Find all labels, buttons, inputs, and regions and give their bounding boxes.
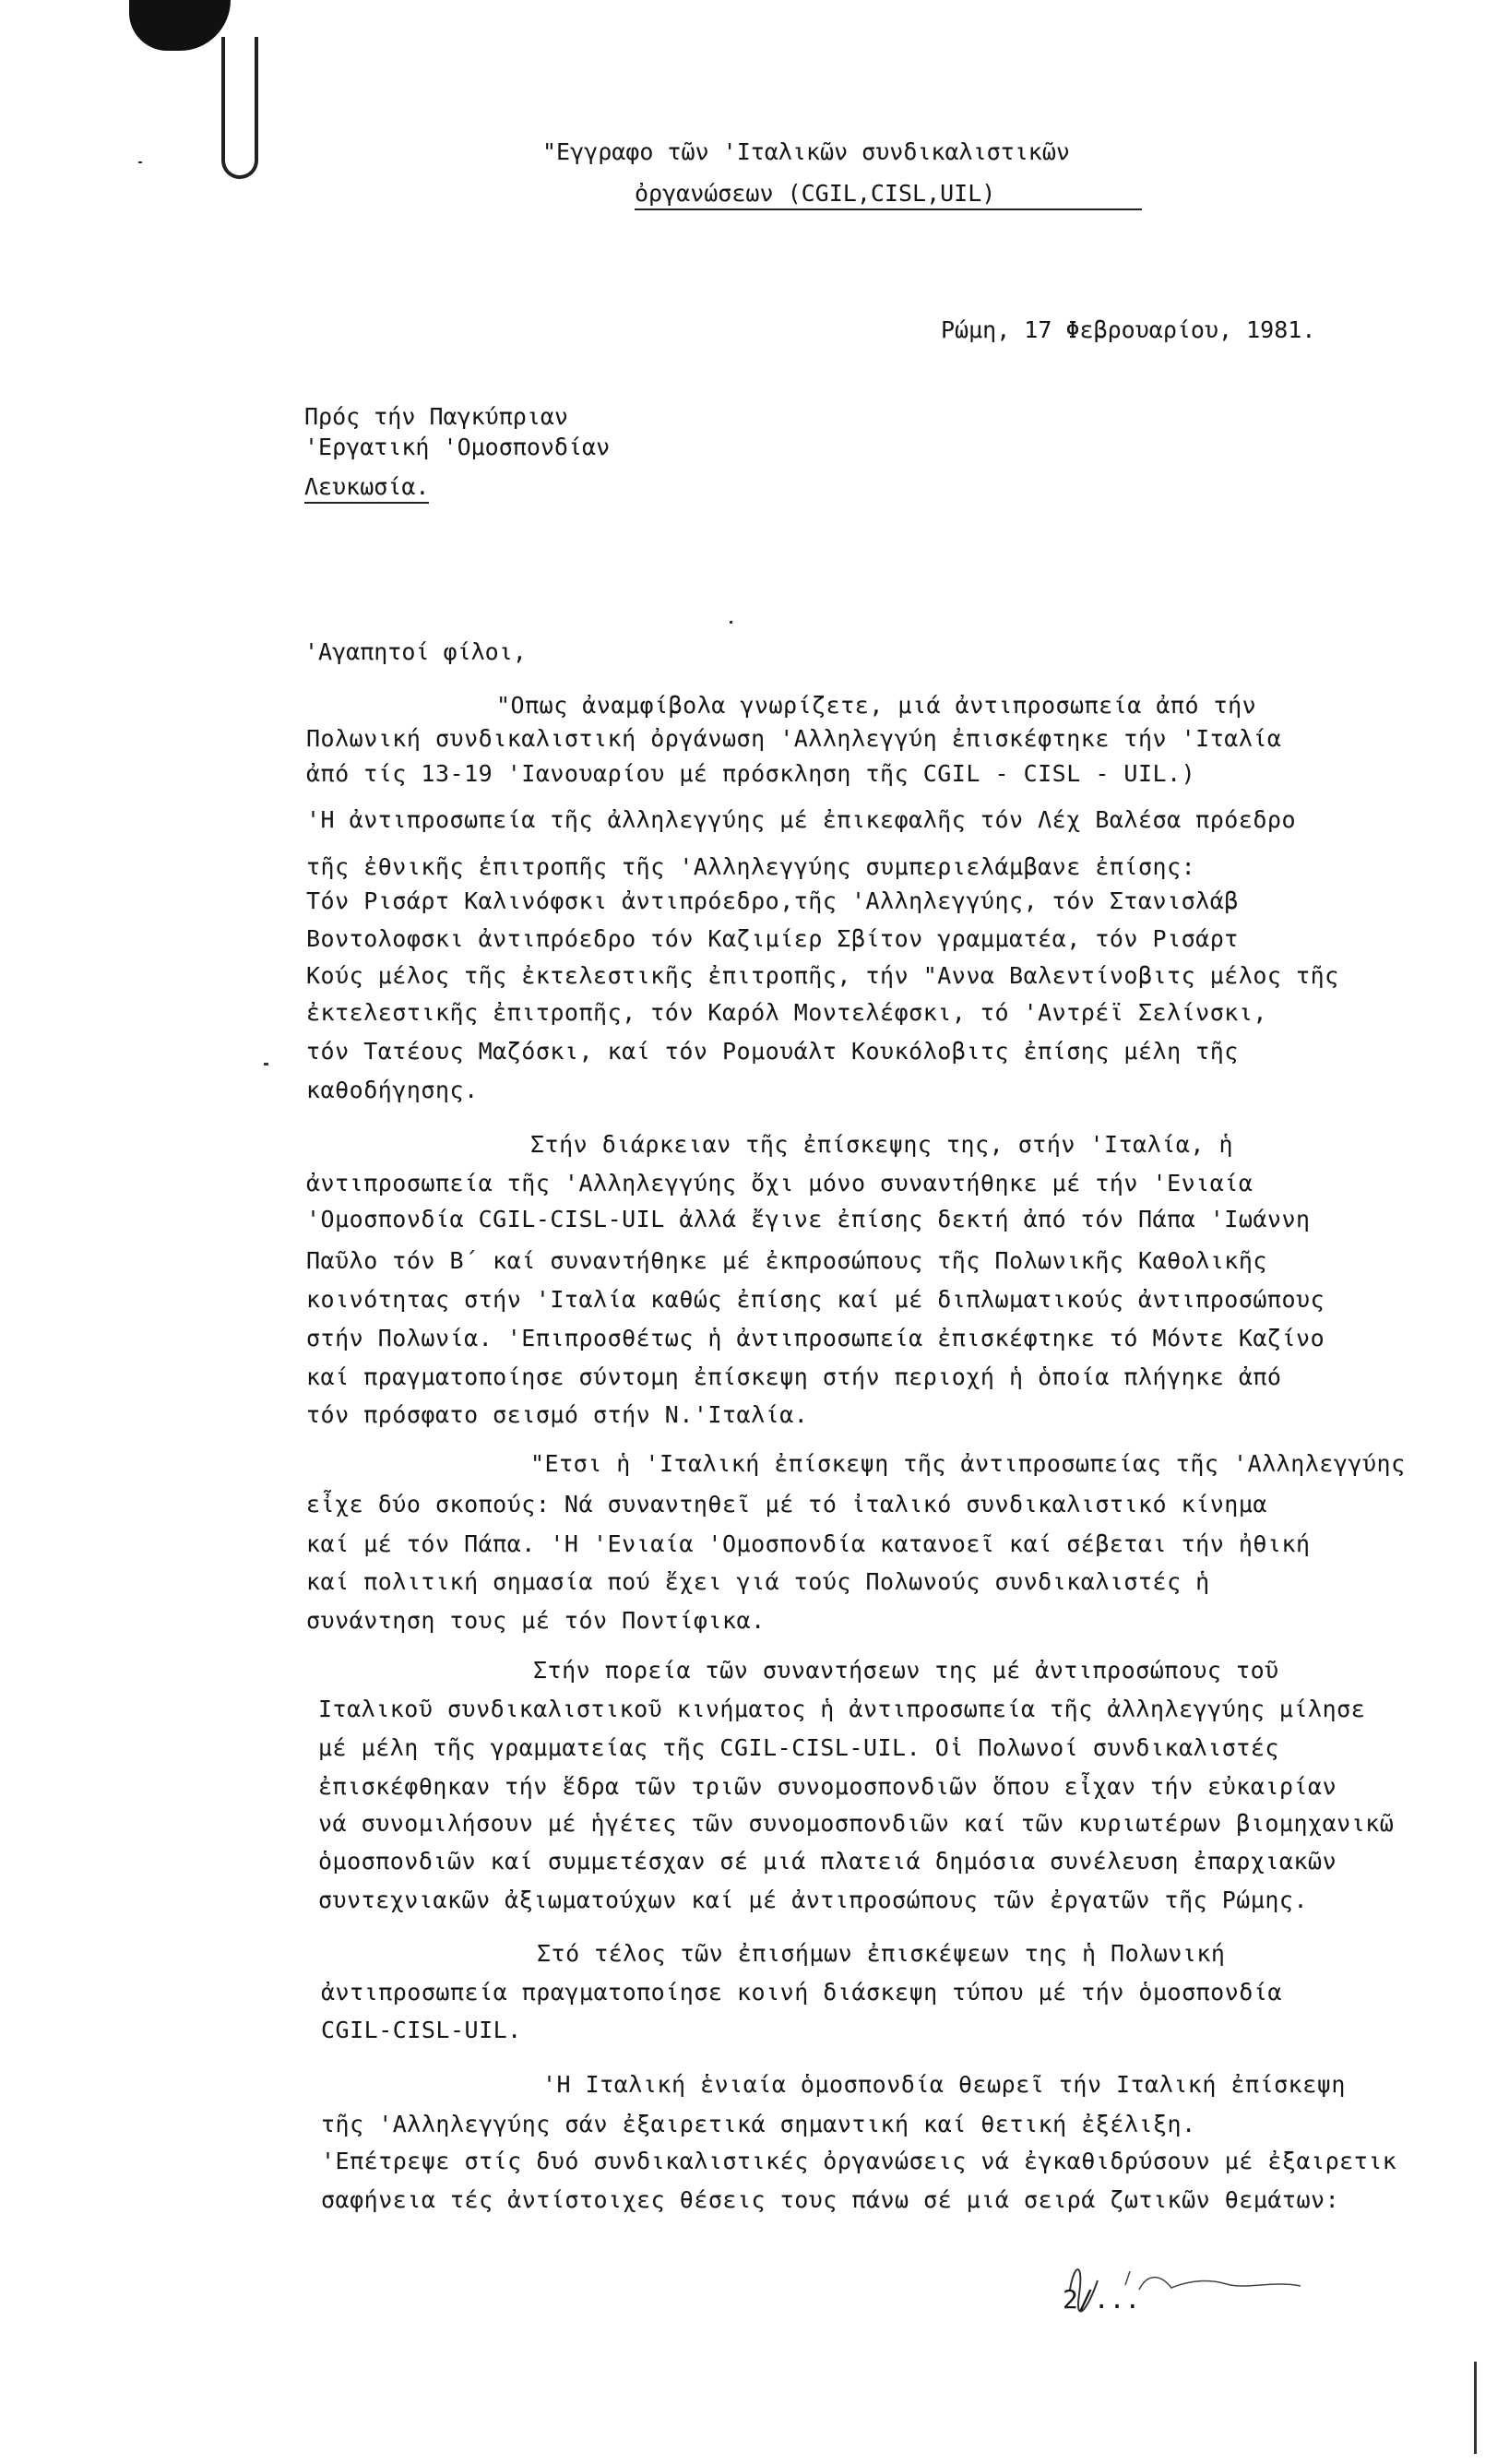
body-line: Στήν διάρκειαν τῆς ἐπίσκεψης της, στήν 'Ιταλία, ἡ xyxy=(530,1131,1234,1158)
recipient-line-1: Πρός τήν Παγκύπριαν xyxy=(304,403,568,430)
body-line: τόν Τατέους Μαζόσκι, καί τόν Ρομουάλτ Κουκόλοβιτς ἐπίσης μέλη τῆς xyxy=(306,1038,1239,1065)
document-title-line-1: "Εγγραφο τῶν 'Ιταλικῶν συνδικαλιστικῶν xyxy=(542,138,1070,165)
body-line: καί πολιτική σημασία πού ἔχει γιά τούς Πολωνούς συνδικαλιστές ἡ xyxy=(306,1568,1210,1595)
speck xyxy=(264,1063,268,1065)
body-line: 'Η ἀντιπροσωπεία τῆς ἀλληλεγγύης μέ ἐπικεφαλῆς τόν Λέχ Βαλέσα πρόεδρο xyxy=(306,806,1297,833)
body-line: Πολωνική συνδικαλιστική ὀργάνωση 'Αλληλεγγύη ἐπισκέφτηκε τήν 'Ιταλία xyxy=(306,725,1282,752)
body-line: σαφήνεια τές ἀντίστοιχες θέσεις τους πάνω σέ μιά σειρά ζωτικῶν θεμάτων: xyxy=(321,2186,1340,2213)
body-line: στήν Πολωνία. 'Επιπροσθέτως ἡ ἀντιπροσωπεία ἐπισκέφτηκε τό Μόντε Καζίνο xyxy=(306,1325,1325,1351)
body-line: Παῦλο τόν Β΄ καί συναντήθηκε μέ ἐκπροσώπους τῆς Πολωνικῆς Καθολικῆς xyxy=(306,1247,1267,1274)
page-number: 2/... xyxy=(1063,2284,1141,2315)
body-line: Ιταλικοῦ συνδικαλιστικοῦ κινήματος ἡ ἀντιπροσωπεία τῆς ἀλληλεγγύης μίλησε xyxy=(318,1696,1366,1722)
body-line: καί μέ τόν Πάπα. 'Η 'Ενιαία 'Ομοσπονδία κατανοεῖ καί σέβεται τήν ἠθική xyxy=(306,1530,1311,1557)
body-line: 'Ομοσπονδία CGIL-CISL-UIL ἀλλά ἔγινε ἐπίσης δεκτή ἀπό τόν Πάπα 'Ιωάννη xyxy=(306,1206,1311,1232)
body-line: κοινότητας στήν 'Ιταλία καθώς ἐπίσης καί μέ διπλωματικούς ἀντιπροσώπους xyxy=(306,1286,1325,1313)
binder-mark xyxy=(221,37,258,179)
body-line: τῆς 'Αλληλεγγύης σάν ἐξαιρετικά σημαντική καί θετική ἐξέλιξη. xyxy=(321,2111,1196,2137)
body-line: Στήν πορεία τῶν συναντήσεων της μέ ἀντιπροσώπους τοῦ xyxy=(533,1657,1279,1684)
body-line: μέ μέλη τῆς γραμματείας τῆς CGIL-CISL-UIL. Οἱ Πολωνοί συνδικαλιστές xyxy=(318,1734,1279,1761)
body-line: τόν πρόσφατο σεισμό στήν Ν.'Ιταλία. xyxy=(306,1401,809,1428)
salutation: 'Αγαπητοί φίλοι, xyxy=(304,638,527,665)
body-line: συντεχνιακῶν ἀξιωματούχων καί μέ ἀντιπροσώπους τῶν ἐργατῶν τῆς Ρώμης. xyxy=(318,1887,1309,1913)
document-title-line-2: ὀργανώσεων (CGIL,CISL,UIL) xyxy=(635,180,1142,210)
body-line: ἀπό τίς 13-19 'Ιανουαρίου μέ πρόσκληση τῆς CGIL - CISL - UIL.) xyxy=(306,760,1196,787)
body-line: ἀντιπροσωπεία τῆς 'Αλληλεγγύης ὄχι μόνο συναντήθηκε μέ τήν 'Ενιαία xyxy=(306,1170,1254,1196)
body-line: 'Η Ιταλική ἑνιαία ὁμοσπονδία θεωρεῖ τήν Ιταλική ἐπίσκεψη xyxy=(542,2071,1346,2098)
body-line: εἶχε δύο σκοπούς: Νά συναντηθεῖ μέ τό ἰταλικό συνδικαλιστικό κίνημα xyxy=(306,1491,1267,1518)
body-line: ἀντιπροσωπεία πραγματοποίησε κοινή διάσκεψη τύπου μέ τήν ὁμοσπονδία xyxy=(321,1979,1282,2006)
body-line: καί πραγματοποίησε σύντομη ἐπίσκεψη στήν περιοχή ἡ ὁποία πλήγηκε ἀπό xyxy=(306,1363,1282,1390)
body-line: "Ετσι ἡ 'Ιταλική ἐπίσκεψη τῆς ἀντιπροσωπείας τῆς 'Αλληλεγγύης xyxy=(530,1450,1406,1477)
body-line: ἐκτελεστικῆς ἐπιτροπῆς, τόν Καρόλ Μοντελέφσκι, τό 'Αντρέϊ Σελίνσκι, xyxy=(306,999,1267,1026)
body-line: Βοντολοφσκι ἀντιπρόεδρο τόν Καζιμίερ Σβίτον γραμματέα, τόν Ρισάρτ xyxy=(306,925,1239,952)
body-line: 'Επέτρεψε στίς δυό συνδικαλιστικές ὀργανώσεις νά ἐγκαθιδρύσουν μέ ἐξαιρετικ xyxy=(321,2148,1397,2174)
letter-date: Ρώμη, 17 Φεβρουαρίου, 1981. xyxy=(941,316,1316,343)
ink-blot xyxy=(129,0,231,51)
body-line: νά συνομιλήσουν μέ ἡγέτες τῶν συνομοσπονδιῶν καί τῶν κυριωτέρων βιομηχανικῶ xyxy=(318,1810,1395,1837)
body-line: ἐπισκέφθηκαν τήν ἕδρα τῶν τριῶν συνομοσπονδιῶν ὅπου εἶχαν τήν εὐκαιρίαν xyxy=(318,1773,1337,1800)
body-line: Τόν Ρισάρτ Καλινόφσκι ἀντιπρόεδρο,τῆς 'Αλληλεγγύης, τόν Στανισλάβ xyxy=(306,887,1239,914)
recipient-line-3: Λευκωσία. xyxy=(304,473,429,504)
body-line: τῆς ἐθνικῆς ἐπιτροπῆς τῆς 'Αλληλεγγύης συμπεριελάμβανε ἐπίσης: xyxy=(306,853,1196,880)
recipient-line-2: 'Εργατική 'Ομοσπονδίαν xyxy=(304,434,611,460)
body-line: ὁμοσπονδιῶν καί συμμετέσχαν σέ μιά πλατειά δημόσια συνέλευση ἐπαρχιακῶν xyxy=(318,1848,1337,1875)
body-line: "Οπως ἀναμφίβολα γνωρίζετε, μιά ἀντιπροσωπεία ἀπό τήν xyxy=(496,692,1257,719)
speck xyxy=(730,621,732,624)
body-line: CGIL-CISL-UIL. xyxy=(321,2017,522,2043)
body-line: Στό τέλος τῶν ἐπισήμων ἐπισκέψεων της ἡ Πολωνική xyxy=(537,1940,1226,1967)
speck xyxy=(138,161,142,163)
body-line: καθοδήγησης. xyxy=(306,1077,479,1103)
scan-edge-mark xyxy=(1474,2362,1477,2454)
body-line: Κούς μέλος τῆς ἐκτελεστικῆς ἐπιτροπῆς, τήν "Αννα Βαλεντίνοβιτς μέλος τῆς xyxy=(306,962,1339,989)
body-line: συνάντηση τους μέ τόν Ποντίφικα. xyxy=(306,1607,766,1634)
